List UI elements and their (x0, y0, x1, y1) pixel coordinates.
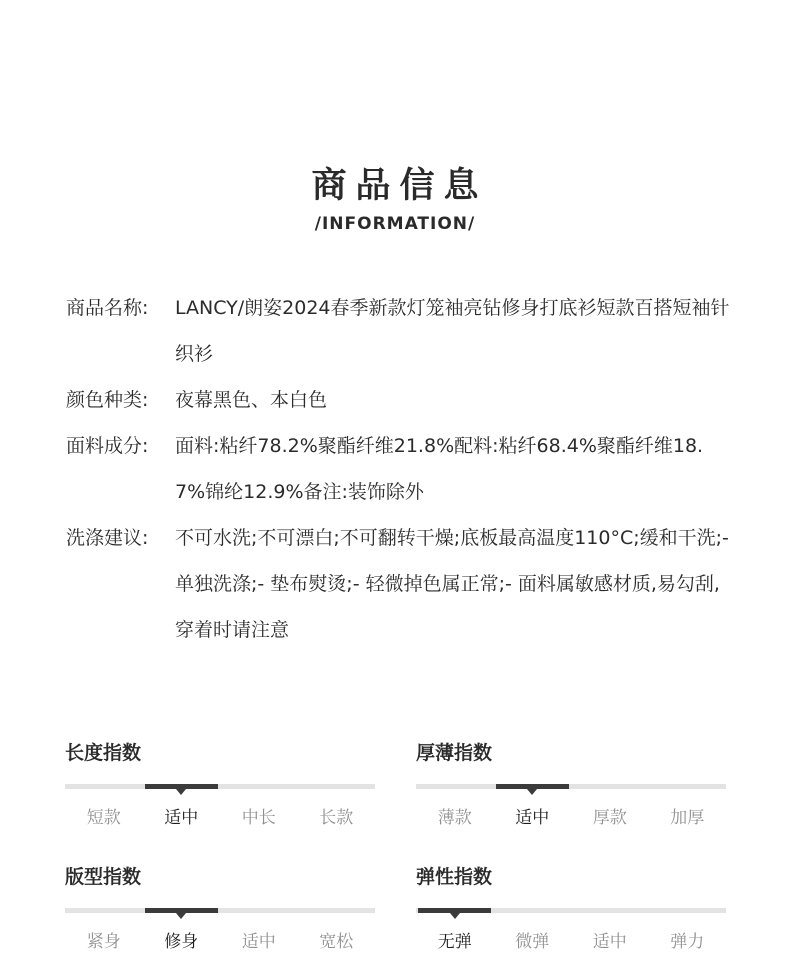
index-option: 适中 (592, 932, 627, 952)
info-row-care (66, 515, 746, 653)
index-option: 适中 (241, 932, 276, 952)
info-row-color (66, 377, 746, 423)
fit-index (65, 862, 375, 953)
info-value: 不可水洗;不可漂白;不可翻转干燥;底板最高温度110°C;缓和干洗;- 单独洗涤;- 垫布熨烫;- 轻微掉色属正常;- 面料属敏感材质,易勾刮,穿着时请注意 (175, 527, 729, 641)
index-option: 长款 (319, 808, 354, 828)
info-title: 商品信息 (311, 166, 488, 206)
info-label: 商品名称: (66, 297, 149, 319)
index-title: 长度指数 (65, 742, 142, 764)
info-subtitle: /INFORMATION/ (314, 214, 476, 234)
info-label: 面料成分: (66, 435, 149, 457)
index-option: 适中 (164, 808, 199, 828)
info-row-name (66, 285, 746, 377)
index-option: 厚款 (592, 808, 627, 828)
index-option: 加厚 (670, 808, 705, 828)
info-value: 面料:粘纤78.2%聚酯纤维21.8%配料:粘纤68.4%聚酯纤维18.7%锦纶12.9%备注:装饰除外 (175, 435, 704, 503)
info-value: 夜幕黑色、本白色 (175, 389, 328, 411)
index-option: 弹力 (670, 932, 705, 952)
index-option: 修身 (164, 932, 199, 952)
index-bar (65, 784, 375, 789)
index-title: 厚薄指数 (416, 742, 493, 764)
info-label: 颜色种类: (66, 389, 149, 411)
index-marker (418, 908, 491, 913)
info-row-fabric (66, 423, 746, 515)
elasticity-index (416, 862, 726, 953)
index-option: 中长 (241, 808, 276, 828)
info-label: 洗涤建议: (66, 527, 149, 549)
info-value: LANCY/朗姿2024春季新款灯笼袖亮钻修身打底衫短款百搭短袖针织衫 (175, 297, 730, 365)
index-option: 适中 (515, 808, 550, 828)
index-marker (496, 784, 569, 789)
index-option: 薄款 (437, 808, 472, 828)
length-index (65, 738, 375, 829)
index-bar (416, 908, 726, 913)
index-marker (145, 784, 218, 789)
index-option: 无弹 (437, 932, 472, 952)
index-title: 弹性指数 (416, 866, 493, 888)
index-option: 宽松 (319, 932, 354, 952)
index-marker (145, 908, 218, 913)
index-title: 版型指数 (65, 866, 142, 888)
index-option: 微弹 (515, 932, 550, 952)
index-bar (416, 784, 726, 789)
index-option: 短款 (86, 808, 121, 828)
index-bar (65, 908, 375, 913)
thickness-index (416, 738, 726, 829)
index-option: 紧身 (86, 932, 121, 952)
